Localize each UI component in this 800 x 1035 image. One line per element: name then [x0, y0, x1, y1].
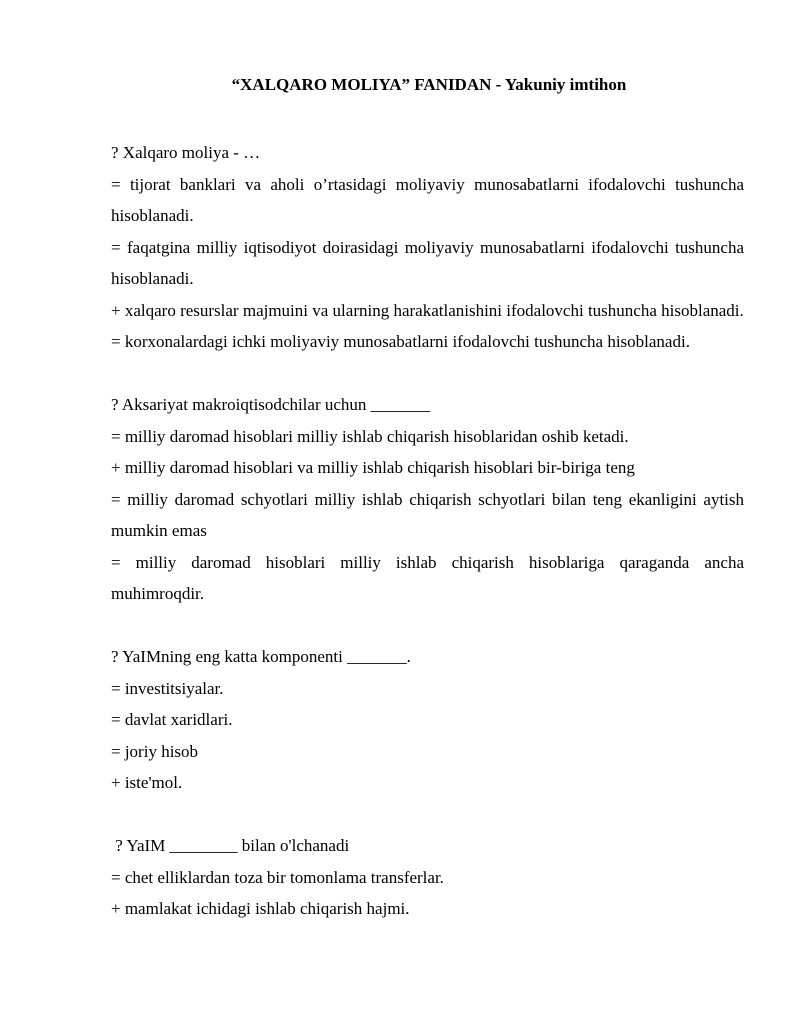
- answer-option: = milliy daromad schyotlari milliy ishlab chiqarish schyotlari bilan teng ekanligini aytish mumkin emas: [111, 489, 744, 540]
- answer-option: = investitsiyalar.: [111, 678, 224, 698]
- document-title: “XALQARO MOLIYA” FANIDAN - Yakuniy imtihon: [231, 75, 627, 94]
- answer-option: = korxonalardagi ichki moliyaviy munosabatlarni ifodalovchi tushuncha hisoblanadi.: [111, 332, 690, 351]
- spacer: [111, 610, 744, 642]
- spacer: [111, 799, 744, 831]
- question-text: ? YaIMning eng katta komponenti _______.: [111, 647, 411, 666]
- question-block: [111, 137, 744, 358]
- answer-option: + milliy daromad hisoblari va milliy ishlab chiqarish hisoblari bir-biriga teng: [111, 458, 635, 477]
- answer-option: = faqatgina milliy iqtisodiyot doirasidagi moliyaviy munosabatlarni ifodalovchi tushuncha hisoblanadi.: [111, 237, 744, 288]
- spacer: [111, 358, 744, 390]
- question-block: [111, 830, 744, 925]
- question-text: ? Aksariyat makroiqtisodchilar uchun _______: [111, 395, 431, 414]
- answer-option: = davlat xaridlari.: [111, 710, 233, 729]
- answer-option: = tijorat banklari va aholi o’rtasidagi moliyaviy munosabatlarni ifodalovchi tushuncha hisoblanadi.: [111, 174, 744, 225]
- answer-option: = milliy daromad hisoblari milliy ishlab chiqarish hisoblaridan oshib ketadi.: [111, 426, 629, 446]
- answer-option: = chet elliklardan toza bir tomonlama transferlar.: [111, 867, 444, 887]
- answer-option: + iste'mol.: [111, 773, 183, 792]
- answer-option: = milliy daromad hisoblari milliy ishlab chiqarish hisoblariga qaraganda ancha muhimroqdir.: [111, 552, 744, 603]
- answer-option: = joriy hisob: [111, 741, 199, 761]
- question-list: [111, 137, 744, 925]
- answer-option: + xalqaro resurslar majmuini va ularning harakatlanishini ifodalovchi tushuncha hisoblanadi.: [111, 300, 744, 320]
- answer-option: + mamlakat ichidagi ishlab chiqarish hajmi.: [111, 899, 410, 918]
- question-text: ? Xalqaro moliya - …: [111, 143, 261, 162]
- question-block: [111, 389, 744, 610]
- question-text: ? YaIM ________ bilan o'lchanadi: [111, 836, 350, 855]
- question-block: [111, 641, 744, 799]
